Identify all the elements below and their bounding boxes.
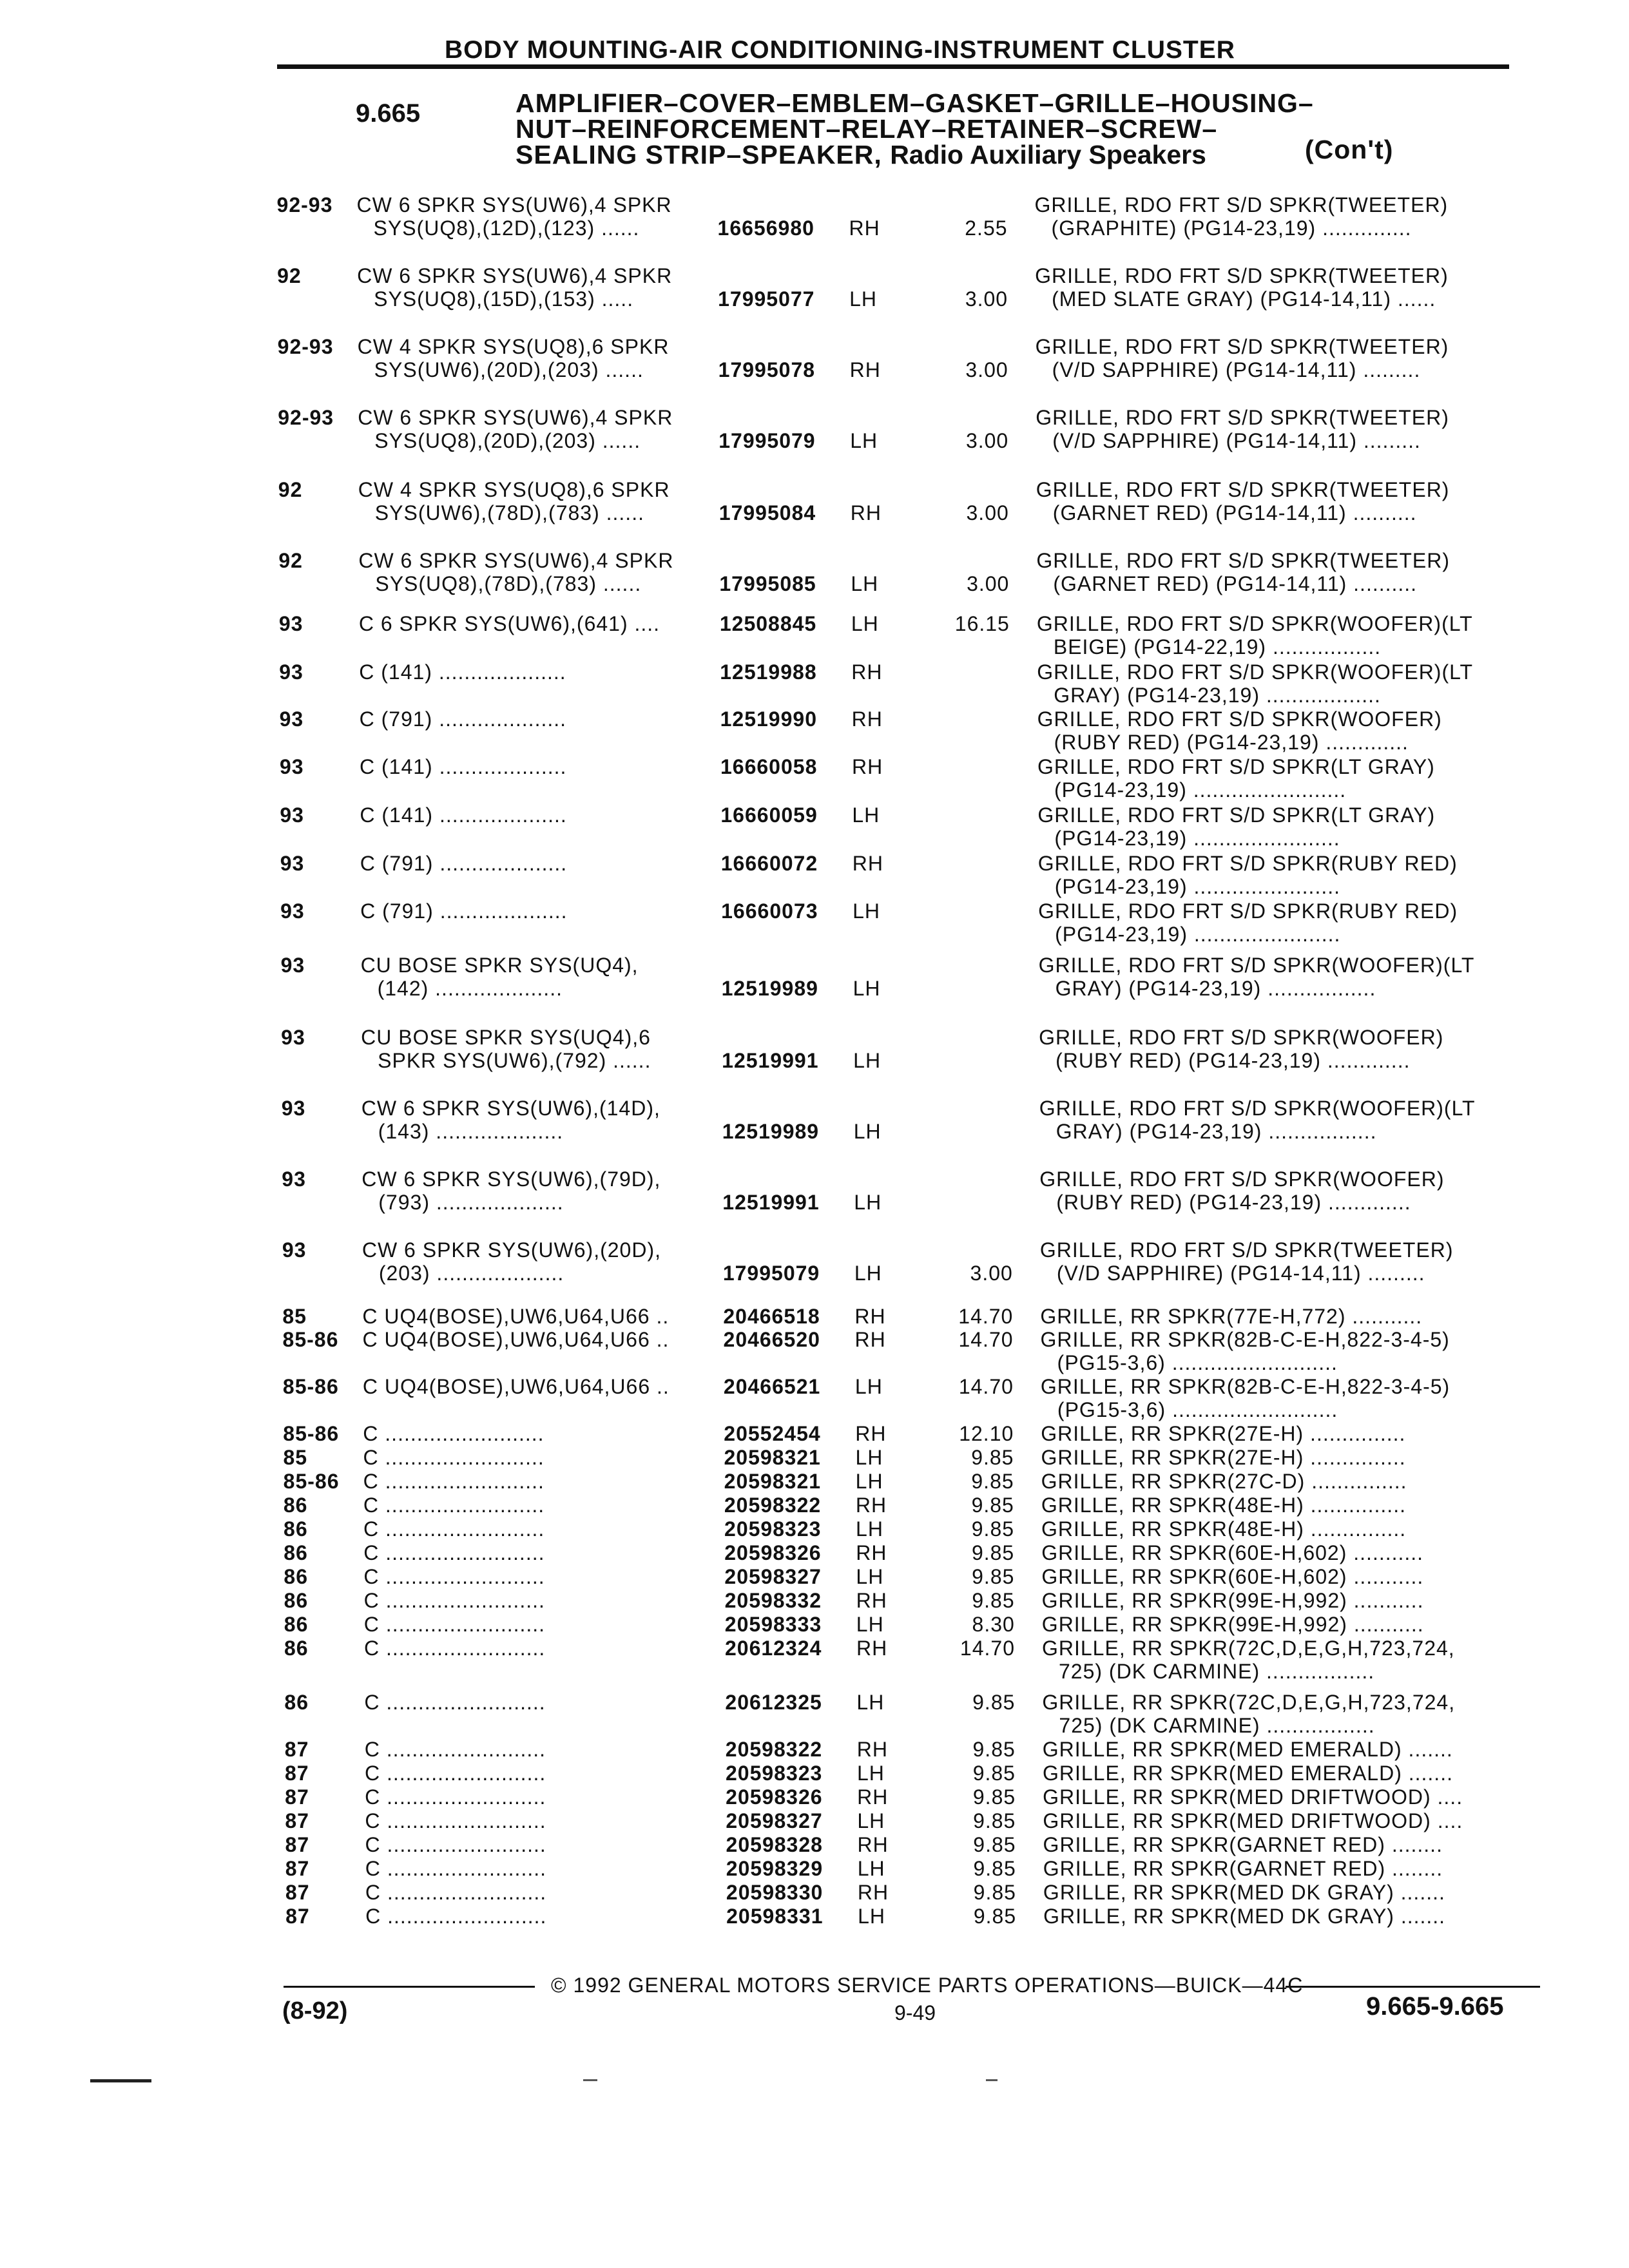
model-year: 93 xyxy=(279,660,304,684)
part-description-line: GRILLE, RR SPKR(MED EMERALD) ....... xyxy=(1042,1762,1453,1785)
part-number: 20598323 xyxy=(725,1762,823,1785)
part-number: 20466518 xyxy=(723,1305,820,1328)
part-number: 17995079 xyxy=(718,429,816,452)
part-description-line: GRILLE, RDO FRT S/D SPKR(TWEETER) xyxy=(1035,335,1449,358)
unit-price: 9.85 xyxy=(973,1833,1016,1856)
model-year: 87 xyxy=(285,1809,309,1832)
model-year: 93 xyxy=(279,707,304,731)
part-description-line: (RUBY RED) (PG14-23,19) ............. xyxy=(1056,1191,1411,1214)
part-number: 20598321 xyxy=(724,1446,821,1469)
unit-price: 9.85 xyxy=(971,1446,1014,1469)
usage-line: C ......................... xyxy=(363,1589,545,1612)
usage-line: C ......................... xyxy=(365,1833,546,1856)
model-year: 93 xyxy=(282,1168,306,1191)
part-description-line: (V/D SAPPHIRE) (PG14-14,11) ......... xyxy=(1052,358,1421,381)
part-description-line: (GRAPHITE) (PG14-23,19) .............. xyxy=(1051,216,1412,240)
part-description-line: GRILLE, RDO FRT S/D SPKR(TWEETER) xyxy=(1036,478,1450,501)
side-indicator: RH xyxy=(856,1589,887,1612)
usage-line: CW 6 SPKR SYS(UW6),4 SPKR xyxy=(357,264,673,287)
side-indicator: LH xyxy=(854,1191,882,1214)
side-indicator: RH xyxy=(854,1305,886,1328)
part-number: 20598326 xyxy=(726,1785,823,1809)
part-number: 20598327 xyxy=(724,1565,822,1588)
part-description-line: (PG14-23,19) ....................... xyxy=(1054,875,1340,898)
unit-price: 14.70 xyxy=(959,1637,1015,1660)
model-year: 87 xyxy=(285,1785,309,1809)
side-indicator: LH xyxy=(854,1262,882,1285)
model-year: 93 xyxy=(280,954,305,977)
model-year: 87 xyxy=(285,1905,310,1928)
usage-line: C 6 SPKR SYS(UW6),(641) .... xyxy=(358,612,660,635)
part-number: 20598329 xyxy=(726,1857,824,1880)
part-number: 20466520 xyxy=(723,1328,820,1351)
part-number: 20612325 xyxy=(725,1691,822,1714)
side-indicator: LH xyxy=(857,1809,885,1832)
model-year: 87 xyxy=(284,1762,309,1785)
usage-line: C UQ4(BOSE),UW6,U64,U66 .. xyxy=(362,1375,670,1398)
usage-line: CU BOSE SPKR SYS(UQ4), xyxy=(360,954,639,977)
side-indicator: RH xyxy=(851,755,883,778)
part-description-line: GRILLE, RR SPKR(MED DRIFTWOOD) .... xyxy=(1043,1785,1463,1809)
usage-line: SYS(UW6),(20D),(203) ...... xyxy=(374,358,644,381)
scan-artifact xyxy=(986,2079,998,2081)
side-indicator: LH xyxy=(853,977,881,1000)
part-number: 20598330 xyxy=(726,1881,824,1904)
usage-line: C ......................... xyxy=(363,1494,545,1517)
model-year: 93 xyxy=(280,803,304,827)
side-indicator: RH xyxy=(849,358,881,381)
part-description-line: GRILLE, RR SPKR(MED DK GRAY) ....... xyxy=(1043,1881,1445,1904)
part-description-line: GRILLE, RR SPKR(82B-C-E-H,822-3-4-5) xyxy=(1040,1328,1450,1351)
side-indicator: RH xyxy=(857,1881,889,1904)
usage-line: C (791) .................... xyxy=(360,899,568,923)
usage-line: C (141) .................... xyxy=(359,755,567,778)
usage-line: C ......................... xyxy=(364,1738,546,1761)
unit-price: 9.85 xyxy=(971,1517,1015,1541)
part-description-line: GRILLE, RR SPKR(27C-D) ............... xyxy=(1041,1470,1407,1493)
unit-price: 3.00 xyxy=(965,287,1008,311)
model-year: 85-86 xyxy=(282,1328,339,1351)
side-indicator: LH xyxy=(857,1857,885,1880)
part-number: 16660058 xyxy=(720,755,818,778)
part-description-line: GRILLE, RDO FRT S/D SPKR(WOOFER) xyxy=(1039,1168,1445,1191)
part-description-line: GRILLE, RDO FRT S/D SPKR(WOOFER) xyxy=(1037,707,1442,731)
side-indicator: LH xyxy=(850,429,878,452)
part-number: 16660059 xyxy=(720,803,818,827)
model-year: 86 xyxy=(284,1691,309,1714)
group-title-line-3-main: SEALING STRIP–SPEAKER, xyxy=(516,140,882,169)
unit-price: 3.00 xyxy=(965,358,1008,381)
model-year: 93 xyxy=(281,1097,306,1120)
side-indicator: LH xyxy=(856,1517,883,1541)
group-title-line-2: NUT–REINFORCEMENT–RELAY–RETAINER–SCREW– xyxy=(516,114,1218,144)
unit-price: 3.00 xyxy=(970,1262,1013,1285)
part-description-line: GRILLE, RR SPKR(72C,D,E,G,H,723,724, xyxy=(1041,1637,1455,1660)
model-year: 85-86 xyxy=(283,1422,340,1445)
side-indicator: RH xyxy=(852,852,883,875)
part-description-line: GRILLE, RDO FRT S/D SPKR(TWEETER) xyxy=(1039,1238,1454,1262)
side-indicator: RH xyxy=(856,1738,888,1761)
part-description-line: (V/D SAPPHIRE) (PG14-14,11) ......... xyxy=(1052,429,1421,452)
part-description-line: (PG14-23,19) ....................... xyxy=(1054,827,1340,850)
group-title-line-1: AMPLIFIER–COVER–EMBLEM–GASKET–GRILLE–HOUSING– xyxy=(516,88,1314,118)
unit-price: 2.55 xyxy=(965,216,1008,240)
model-year: 93 xyxy=(279,755,304,778)
model-year: 85 xyxy=(282,1305,307,1328)
model-year: 86 xyxy=(284,1517,308,1541)
usage-line: (142) .................... xyxy=(377,977,563,1000)
model-year: 93 xyxy=(282,1238,307,1262)
unit-price: 9.85 xyxy=(973,1857,1016,1880)
usage-line: CW 6 SPKR SYS(UW6),(20D), xyxy=(361,1238,661,1262)
side-indicator: LH xyxy=(853,1049,882,1072)
unit-price: 14.70 xyxy=(958,1375,1014,1398)
model-year: 92 xyxy=(277,264,302,287)
part-number: 20612324 xyxy=(724,1637,822,1660)
group-range: 9.665-9.665 xyxy=(1366,1992,1504,2021)
usage-line: C ......................... xyxy=(363,1565,545,1588)
part-description-line: GRILLE, RDO FRT S/D SPKR(WOOFER)(LT xyxy=(1036,612,1473,635)
usage-line: C ......................... xyxy=(365,1905,547,1928)
part-description-line: GRILLE, RR SPKR(GARNET RED) ........ xyxy=(1043,1833,1443,1856)
usage-line: C ......................... xyxy=(363,1541,545,1564)
part-description-line: GRILLE, RDO FRT S/D SPKR(TWEETER) xyxy=(1034,193,1449,216)
usage-line: C ......................... xyxy=(365,1809,546,1832)
side-indicator: LH xyxy=(851,572,879,595)
part-description-line: GRILLE, RR SPKR(72C,D,E,G,H,723,724, xyxy=(1042,1691,1456,1714)
part-description-line: (PG14-23,19) ........................ xyxy=(1054,778,1347,802)
unit-price: 9.85 xyxy=(972,1785,1016,1809)
part-description-line: GRILLE, RR SPKR(99E-H,992) ........... xyxy=(1041,1589,1424,1612)
part-description-line: GRILLE, RR SPKR(60E-H,602) ........... xyxy=(1041,1541,1424,1564)
part-number: 17995084 xyxy=(718,501,816,524)
part-description-line: GRILLE, RDO FRT S/D SPKR(LT GRAY) xyxy=(1037,755,1435,778)
part-description-line: GRILLE, RR SPKR(99E-H,992) ........... xyxy=(1041,1613,1424,1636)
unit-price: 12.10 xyxy=(959,1422,1014,1445)
part-description-line: GRILLE, RR SPKR(48E-H) ............... xyxy=(1041,1517,1407,1541)
usage-line: CW 6 SPKR SYS(UW6),4 SPKR xyxy=(356,193,672,216)
model-year: 92-93 xyxy=(277,335,334,358)
usage-line: CW 6 SPKR SYS(UW6),4 SPKR xyxy=(358,549,674,572)
unit-price: 9.85 xyxy=(971,1470,1014,1493)
unit-price: 16.15 xyxy=(954,612,1010,635)
part-description-line: GRILLE, RR SPKR(82B-C-E-H,822-3-4-5) xyxy=(1040,1375,1451,1398)
part-description-line: GRILLE, RDO FRT S/D SPKR(WOOFER)(LT xyxy=(1038,954,1475,977)
side-indicator: LH xyxy=(852,803,880,827)
usage-line: CW 6 SPKR SYS(UW6),4 SPKR xyxy=(358,406,673,429)
model-year: 92 xyxy=(278,478,303,501)
part-description-line: GRAY) (PG14-23,19) .................. xyxy=(1054,684,1381,707)
copyright-line: © 1992 GENERAL MOTORS SERVICE PARTS OPERATIONS—BUICK—44C xyxy=(551,1974,1304,1997)
part-description-line: GRILLE, RDO FRT S/D SPKR(TWEETER) xyxy=(1035,264,1449,287)
usage-line: C ......................... xyxy=(363,1613,546,1636)
model-year: 86 xyxy=(284,1565,308,1588)
side-indicator: LH xyxy=(853,1120,882,1143)
part-description-line: GRILLE, RDO FRT S/D SPKR(LT GRAY) xyxy=(1037,803,1436,827)
side-indicator: RH xyxy=(856,1637,888,1660)
side-indicator: RH xyxy=(855,1494,887,1517)
model-year: 86 xyxy=(284,1541,308,1564)
side-indicator: RH xyxy=(857,1785,889,1809)
usage-line: C (141) .................... xyxy=(360,803,567,827)
side-indicator: RH xyxy=(854,1328,886,1351)
model-year: 85-86 xyxy=(282,1375,339,1398)
usage-line: SYS(UQ8),(12D),(123) ...... xyxy=(373,216,640,240)
usage-line: SYS(UQ8),(78D),(783) ...... xyxy=(375,572,642,595)
part-description-line: (RUBY RED) (PG14-23,19) ............. xyxy=(1054,731,1409,754)
scan-artifact xyxy=(583,2079,597,2081)
footer-rule-right xyxy=(1286,1986,1540,1988)
model-year: 85-86 xyxy=(283,1470,340,1493)
side-indicator: LH xyxy=(856,1762,885,1785)
part-description-line: (PG14-23,19) ....................... xyxy=(1055,923,1341,946)
side-indicator: LH xyxy=(854,1375,883,1398)
side-indicator: LH xyxy=(855,1446,883,1469)
side-indicator: LH xyxy=(856,1613,884,1636)
part-number: 20598328 xyxy=(726,1833,823,1856)
footer-rule-left xyxy=(284,1986,535,1988)
part-description-line: GRILLE, RR SPKR(60E-H,602) ........... xyxy=(1041,1565,1424,1588)
model-year: 93 xyxy=(280,899,305,923)
part-description-line: (GARNET RED) (PG14-14,11) .......... xyxy=(1052,501,1417,524)
part-description-line: (PG15-3,6) .......................... xyxy=(1057,1398,1338,1421)
part-description-line: GRILLE, RDO FRT S/D SPKR(TWEETER) xyxy=(1036,549,1451,572)
usage-line: C ......................... xyxy=(365,1881,547,1904)
usage-line: C ......................... xyxy=(363,1470,545,1493)
part-description-line: GRAY) (PG14-23,19) ................. xyxy=(1055,1120,1377,1143)
usage-line: C ......................... xyxy=(363,1517,545,1541)
usage-line: SYS(UQ8),(15D),(153) ..... xyxy=(374,287,634,311)
unit-price: 9.85 xyxy=(971,1494,1014,1517)
unit-price: 9.85 xyxy=(971,1541,1015,1564)
side-indicator: LH xyxy=(855,1470,883,1493)
model-year: 87 xyxy=(284,1738,309,1761)
part-number: 20598322 xyxy=(724,1494,822,1517)
unit-price: 9.85 xyxy=(972,1738,1016,1761)
side-indicator: LH xyxy=(856,1691,885,1714)
part-description-line: GRILLE, RDO FRT S/D SPKR(RUBY RED) xyxy=(1038,899,1458,923)
usage-line: C (141) .................... xyxy=(359,660,566,684)
usage-line: (203) .................... xyxy=(378,1262,564,1285)
part-description-line: GRILLE, RR SPKR(27E-H) ............... xyxy=(1041,1422,1406,1445)
part-description-line: GRILLE, RDO FRT S/D SPKR(WOOFER)(LT xyxy=(1039,1097,1476,1120)
part-description-line: GRILLE, RDO FRT S/D SPKR(WOOFER) xyxy=(1039,1026,1444,1049)
group-number: 9.665 xyxy=(356,99,421,128)
usage-line: CW 6 SPKR SYS(UW6),(14D), xyxy=(361,1097,660,1120)
part-description-line: GRILLE, RR SPKR(MED DRIFTWOOD) .... xyxy=(1043,1809,1463,1832)
usage-line: C ......................... xyxy=(364,1691,546,1714)
usage-line: C ......................... xyxy=(363,1446,545,1469)
part-description-line: GRILLE, RDO FRT S/D SPKR(TWEETER) xyxy=(1036,406,1449,429)
usage-line: C UQ4(BOSE),UW6,U64,U66 .. xyxy=(362,1305,670,1328)
part-description-line: GRILLE, RR SPKR(77E-H,772) ........... xyxy=(1040,1305,1423,1328)
part-number: 20598333 xyxy=(724,1613,822,1636)
part-description-line: (RUBY RED) (PG14-23,19) ............. xyxy=(1055,1049,1411,1072)
part-number: 17995079 xyxy=(722,1262,820,1285)
model-year: 86 xyxy=(283,1494,308,1517)
side-indicator: RH xyxy=(850,501,882,524)
part-number: 17995078 xyxy=(718,358,816,381)
unit-price: 3.00 xyxy=(966,501,1009,524)
page-number: 9-49 xyxy=(894,2001,936,2024)
part-description-line: GRILLE, RR SPKR(27E-H) ............... xyxy=(1041,1446,1406,1469)
part-number: 20598323 xyxy=(724,1517,822,1541)
model-year: 86 xyxy=(284,1589,309,1612)
side-indicator: LH xyxy=(851,612,879,635)
part-number: 12519991 xyxy=(722,1049,819,1072)
usage-line: CW 6 SPKR SYS(UW6),(79D), xyxy=(361,1168,661,1191)
model-year: 93 xyxy=(280,852,305,875)
part-description-line: GRAY) (PG14-23,19) ................. xyxy=(1055,977,1376,1000)
usage-line: SYS(UW6),(78D),(783) ...... xyxy=(374,501,644,524)
part-description-line: (V/D SAPPHIRE) (PG14-14,11) ......... xyxy=(1056,1262,1425,1285)
side-indicator: RH xyxy=(849,216,880,240)
part-number: 20466521 xyxy=(723,1375,821,1398)
part-number: 20552454 xyxy=(724,1422,821,1445)
unit-price: 9.85 xyxy=(972,1565,1015,1588)
model-year: 86 xyxy=(284,1637,309,1660)
group-title-tail: Radio Auxiliary Speakers xyxy=(890,140,1206,169)
part-number: 12519990 xyxy=(720,707,817,731)
usage-line: C (791) .................... xyxy=(359,707,567,731)
running-title: BODY MOUNTING-AIR CONDITIONING-INSTRUMENT CLUSTER xyxy=(445,36,1235,64)
part-description-line: GRILLE, RDO FRT S/D SPKR(WOOFER)(LT xyxy=(1037,660,1474,684)
usage-line: (793) .................... xyxy=(378,1191,564,1214)
model-year: 92-93 xyxy=(276,193,333,216)
usage-line: SPKR SYS(UW6),(792) ...... xyxy=(378,1049,651,1072)
part-number: 12519988 xyxy=(720,660,817,684)
unit-price: 3.00 xyxy=(967,572,1010,595)
part-number: 17995085 xyxy=(719,572,816,595)
model-year: 92-93 xyxy=(278,406,334,429)
part-description-line: GRILLE, RR SPKR(MED DK GRAY) ....... xyxy=(1043,1905,1446,1928)
side-indicator: RH xyxy=(856,1541,887,1564)
side-indicator: RH xyxy=(857,1833,889,1856)
part-description-line: GRILLE, RDO FRT S/D SPKR(RUBY RED) xyxy=(1037,852,1458,875)
unit-price: 9.85 xyxy=(972,1691,1016,1714)
model-year: 86 xyxy=(284,1613,309,1636)
usage-line: C ......................... xyxy=(363,1637,546,1660)
unit-price: 14.70 xyxy=(958,1305,1014,1328)
part-description-line: GRILLE, RR SPKR(GARNET RED) ........ xyxy=(1043,1857,1443,1880)
part-description-line: (MED SLATE GRAY) (PG14-14,11) ...... xyxy=(1052,287,1436,311)
usage-line: CW 4 SPKR SYS(UQ8),6 SPKR xyxy=(357,335,670,358)
usage-line: C UQ4(BOSE),UW6,U64,U66 .. xyxy=(362,1328,670,1351)
part-description-line: (PG15-3,6) .......................... xyxy=(1057,1351,1338,1374)
side-indicator: RH xyxy=(855,1422,887,1445)
side-indicator: RH xyxy=(851,707,883,731)
part-number: 20598326 xyxy=(724,1541,822,1564)
part-number: 12519989 xyxy=(722,1120,820,1143)
unit-price: 9.85 xyxy=(973,1905,1017,1928)
model-year: 85 xyxy=(283,1446,308,1469)
continued-label: (Con't) xyxy=(1305,135,1394,164)
part-number: 12519991 xyxy=(722,1191,820,1214)
unit-price: 14.70 xyxy=(958,1328,1014,1351)
part-number: 17995077 xyxy=(718,287,815,311)
part-number: 20598331 xyxy=(726,1905,824,1928)
usage-line: C ......................... xyxy=(363,1422,545,1445)
part-description-line: BEIGE) (PG14-22,19) ................. xyxy=(1053,635,1382,658)
part-description-line: GRILLE, RR SPKR(48E-H) ............... xyxy=(1041,1494,1406,1517)
usage-line: (143) .................... xyxy=(378,1120,564,1143)
part-description-line: (GARNET RED) (PG14-14,11) .......... xyxy=(1053,572,1418,595)
scan-artifact xyxy=(90,2079,151,2082)
part-number: 20598321 xyxy=(724,1470,822,1493)
usage-line: C ......................... xyxy=(364,1762,546,1785)
side-indicator: LH xyxy=(849,287,877,311)
unit-price: 3.00 xyxy=(965,429,1009,452)
usage-line: C (791) .................... xyxy=(360,852,568,875)
part-description-line: 725) (DK CARMINE) ................. xyxy=(1059,1714,1375,1737)
unit-price: 9.85 xyxy=(972,1762,1016,1785)
model-year: 87 xyxy=(285,1857,310,1880)
model-year: 93 xyxy=(278,612,304,635)
usage-line: CU BOSE SPKR SYS(UQ4),6 xyxy=(361,1026,651,1049)
part-number: 16656980 xyxy=(717,216,815,240)
part-number: 16660073 xyxy=(721,899,818,923)
part-number: 20598327 xyxy=(726,1809,823,1832)
unit-price: 9.85 xyxy=(972,1589,1015,1612)
model-year: 92 xyxy=(278,549,303,572)
side-indicator: LH xyxy=(858,1905,886,1928)
model-year: 93 xyxy=(281,1026,305,1049)
part-description-line: GRILLE, RR SPKR(MED EMERALD) ....... xyxy=(1042,1738,1453,1761)
part-description-line: 725) (DK CARMINE) ................. xyxy=(1058,1660,1375,1683)
side-indicator: RH xyxy=(851,660,883,684)
date-code: (8-92) xyxy=(282,1997,348,2024)
usage-line: CW 4 SPKR SYS(UQ8),6 SPKR xyxy=(358,478,670,501)
part-number: 16660072 xyxy=(720,852,818,875)
unit-price: 9.85 xyxy=(973,1881,1016,1904)
usage-line: C ......................... xyxy=(365,1857,546,1880)
side-indicator: LH xyxy=(853,899,881,923)
model-year: 87 xyxy=(285,1833,310,1856)
part-number: 20598332 xyxy=(724,1589,822,1612)
part-number: 12508845 xyxy=(719,612,817,635)
part-number: 20598322 xyxy=(725,1738,823,1761)
side-indicator: LH xyxy=(856,1565,884,1588)
unit-price: 9.85 xyxy=(973,1809,1016,1832)
usage-line: SYS(UQ8),(20D),(203) ...... xyxy=(374,429,641,452)
unit-price: 8.30 xyxy=(972,1613,1015,1636)
model-year: 87 xyxy=(285,1881,310,1904)
part-number: 12519989 xyxy=(721,977,818,1000)
usage-line: C ......................... xyxy=(365,1785,546,1809)
